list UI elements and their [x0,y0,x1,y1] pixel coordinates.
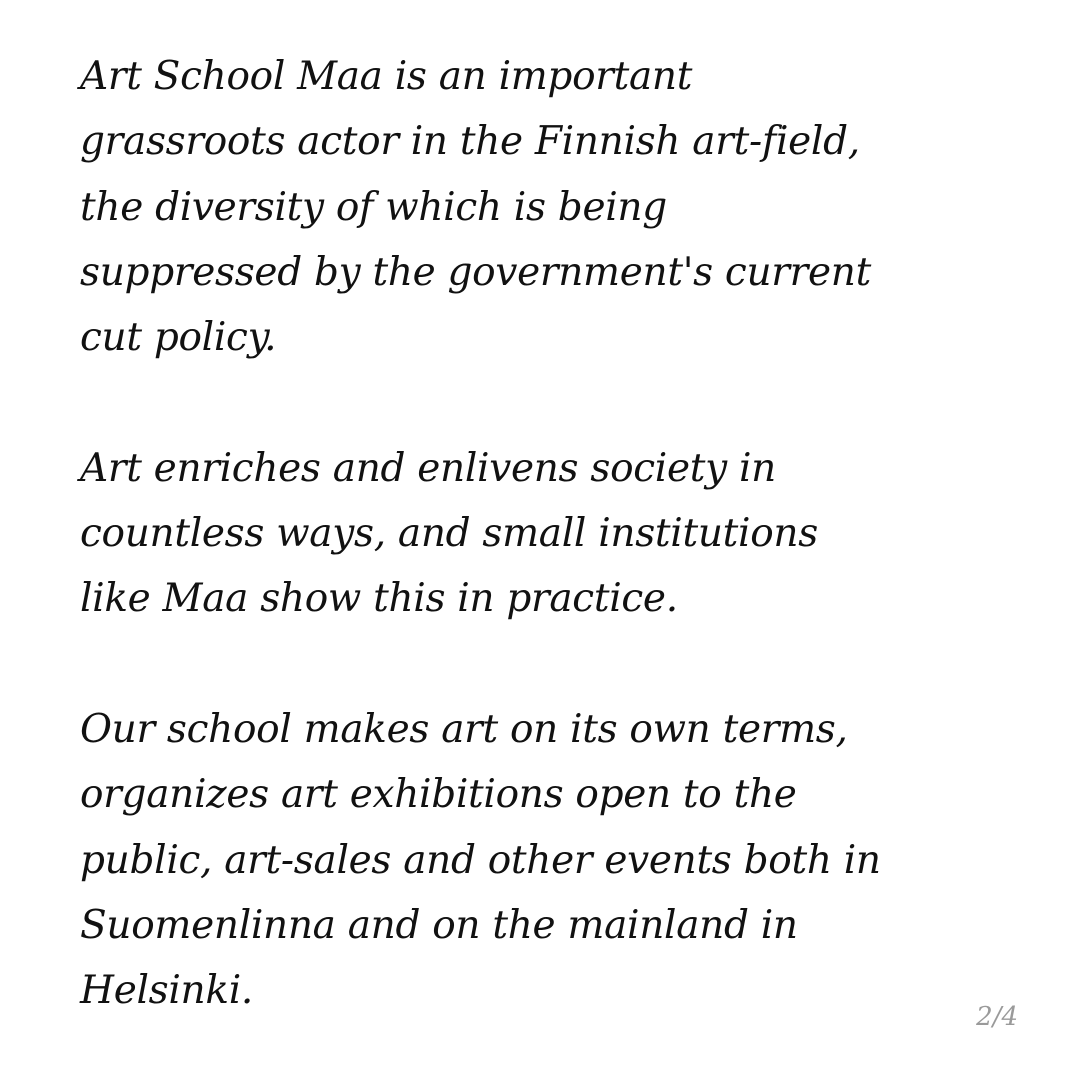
paragraph-art-enriches: Art enriches and enlivens society in countless ways, and small institutions like Maa show this in practice. [80,445,818,622]
paragraph-school-activities: Our school makes art on its own terms, organizes art exhibitions open to the public, art-sales and other events both in Suomenlinna and on the mainland in Helsinki. [80,706,881,1014]
paragraph-spacer [80,632,980,697]
body-text [80,44,980,1023]
paragraph-spacer [80,370,980,435]
paragraph-intro: Art School Maa is an important grassroots actor in the Finnish art-field, the diversity of which is being suppressed by the government's current cut policy. [80,54,871,361]
page-indicator: 2/4 [976,1002,1018,1032]
